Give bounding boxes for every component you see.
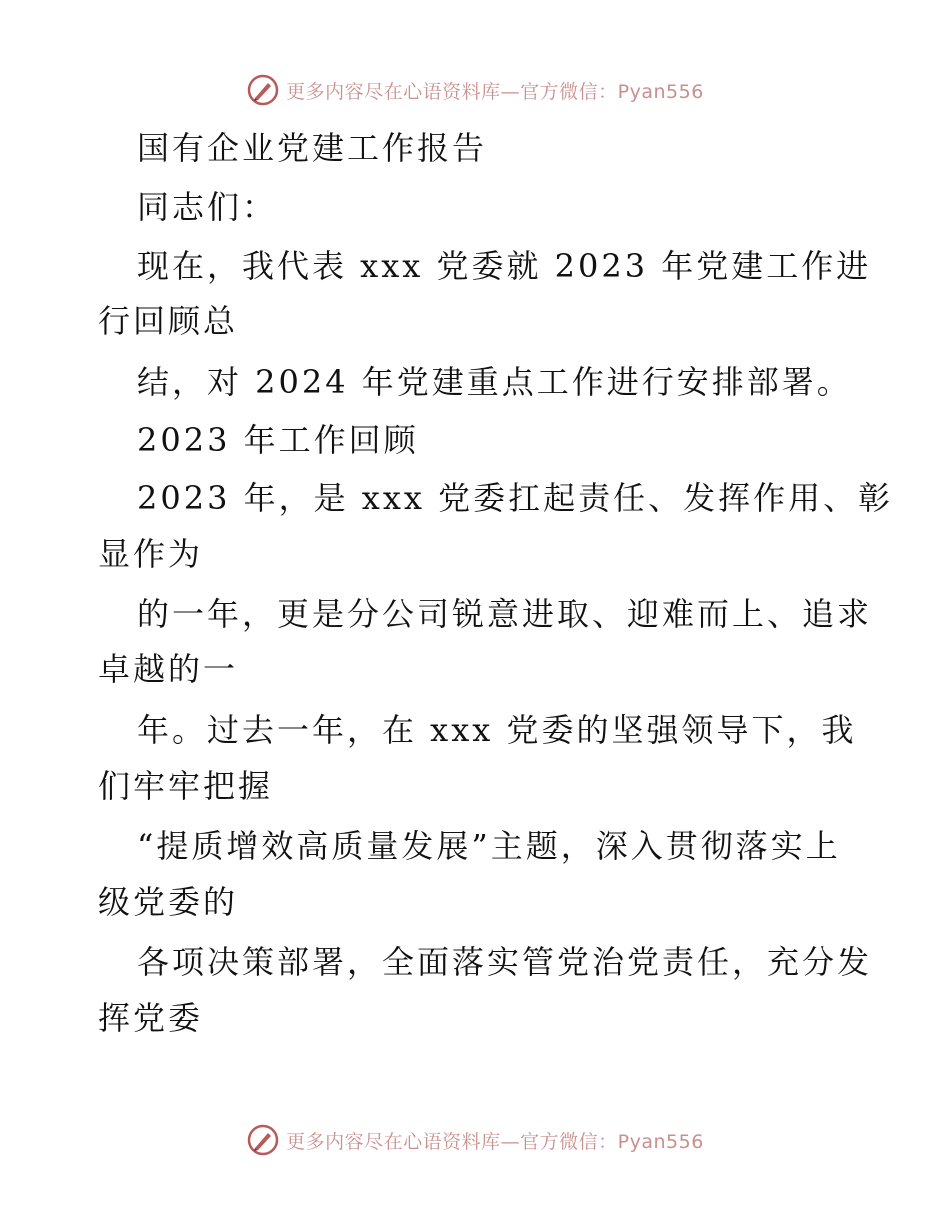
- pen-logo-icon: [246, 1123, 280, 1157]
- paragraph-line: 2023 年，是 xxx 党委扛起责任、发挥作用、彰: [137, 479, 894, 517]
- paragraph-line: 结，对 2024 年党建重点工作进行安排部署。: [137, 363, 852, 401]
- header-watermark: [0, 70, 950, 110]
- footer-watermark: [0, 1120, 950, 1160]
- section-heading: 2023 年工作回顾: [137, 421, 419, 459]
- watermark-id: Pyan556: [617, 80, 704, 103]
- paragraph-line: 各项决策部署，全面落实管党治党责任，充分发: [137, 943, 873, 981]
- paragraph-line: 年。过去一年，在 xxx 党委的坚强领导下，我: [137, 711, 857, 749]
- paragraph-line: 们牢牢把握: [98, 767, 274, 805]
- watermark-id: Pyan556: [617, 1130, 704, 1153]
- paragraph-line: 挥党委: [98, 999, 204, 1037]
- pen-logo-icon: [246, 73, 280, 107]
- paragraph-line: 显作为: [98, 535, 204, 573]
- paragraph-line: 的一年，更是分公司锐意进取、迎难而上、追求: [137, 595, 873, 633]
- paragraph-line: “提质增效高质量发展”主题，深入贯彻落实上: [137, 827, 841, 865]
- paragraph-line: 行回顾总: [98, 302, 239, 340]
- paragraph-line: 现在，我代表 xxx 党委就 2023 年党建工作进: [137, 247, 872, 285]
- paragraph-line: 级党委的: [98, 883, 239, 921]
- salutation: 同志们：: [137, 188, 278, 226]
- watermark-text: 更多内容尽在心语资料库—官方微信：Pyan556: [286, 1130, 704, 1153]
- watermark-text: 更多内容尽在心语资料库—官方微信：Pyan556: [286, 80, 704, 103]
- paragraph-line: 卓越的一: [98, 650, 239, 688]
- document-title: 国有企业党建工作报告: [137, 129, 488, 167]
